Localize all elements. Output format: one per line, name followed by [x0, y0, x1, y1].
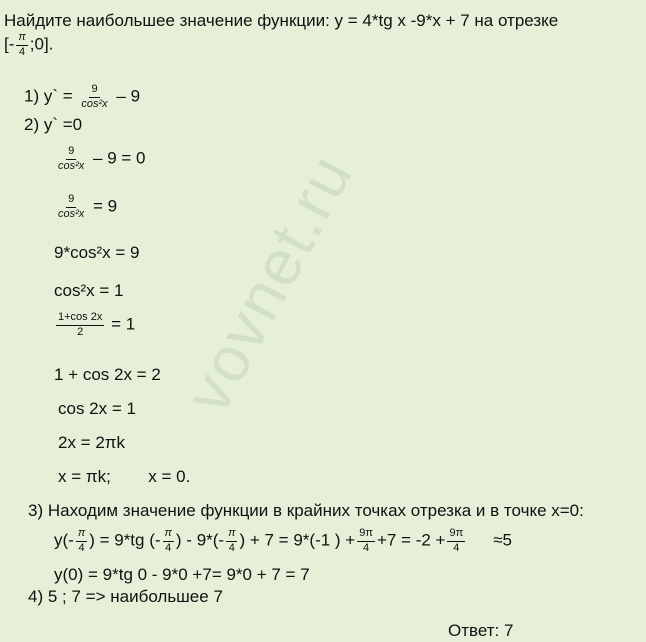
- step-number: 3): [28, 501, 44, 520]
- answer: Ответ: 7: [448, 621, 514, 640]
- derivative-rest: – 9: [116, 86, 141, 106]
- frac-den: 4: [165, 541, 172, 554]
- frac-num: π: [163, 528, 174, 542]
- equation-6: 1 + cos 2x = 2: [54, 365, 161, 384]
- equation-rest: = 1: [111, 314, 136, 334]
- step-number: 1): [24, 86, 40, 106]
- equation-3: 9*cos²x = 9: [54, 243, 140, 262]
- nine-pi-over-4: [447, 528, 465, 554]
- frac-num: 1+cos 2x: [56, 312, 104, 326]
- equation-4: cos²x = 1: [54, 281, 124, 300]
- step-number: 2): [24, 115, 40, 134]
- fraction: [79, 84, 109, 110]
- interval-open: [-: [4, 34, 15, 54]
- frac-den: cos²x: [81, 97, 108, 110]
- step-1: [24, 84, 140, 110]
- fraction: [56, 312, 104, 338]
- equation-9: [58, 468, 190, 485]
- equation-7: cos 2x = 1: [58, 399, 136, 418]
- equation-1: [54, 146, 145, 172]
- frac-den: cos²x: [58, 207, 85, 220]
- frac-num: 9: [66, 146, 76, 160]
- task-interval: [4, 32, 53, 58]
- frac-den: 4: [453, 541, 460, 554]
- frac-den: 4: [19, 45, 26, 58]
- step-4: [28, 588, 223, 605]
- expr-part: y(-: [54, 530, 74, 550]
- nine-pi-over-4: [357, 528, 375, 554]
- equation-8: 2x = 2πk: [58, 433, 126, 452]
- expr-part: ) - 9*(-: [175, 530, 225, 550]
- expr-part: +7 = -2 +: [376, 530, 446, 550]
- frac-num: 9: [66, 194, 76, 208]
- step-2: [24, 116, 82, 133]
- pi-over-4: [16, 32, 27, 58]
- frac-den: 4: [78, 541, 85, 554]
- approx-value: ≈5: [493, 530, 512, 550]
- frac-den: cos²x: [58, 159, 85, 172]
- function-value-zero: y(0) = 9*tg 0 - 9*0 +7= 9*0 + 7 = 7: [54, 565, 310, 584]
- derivative-lhs: y` =: [43, 86, 73, 106]
- function-value-line: [54, 528, 512, 554]
- frac-num: π: [16, 32, 27, 46]
- equation-2: [54, 194, 117, 220]
- equation-rest: – 9 = 0: [93, 148, 146, 168]
- frac-den: 2: [77, 325, 84, 338]
- step-text: Находим значение функции в крайних точках отрезка и в точке x=0:: [47, 501, 584, 520]
- expr-part: ) = 9*tg (-: [89, 530, 161, 550]
- frac-num: 9: [89, 84, 99, 98]
- pi-over-4: [76, 528, 87, 554]
- particular-solution: x = 0.: [148, 467, 191, 486]
- fraction: [56, 194, 86, 220]
- frac-num: 9π: [447, 528, 465, 542]
- watermark: vovnet.ru: [170, 142, 367, 425]
- step-3: [28, 502, 584, 519]
- fraction: [56, 146, 86, 172]
- frac-num: 9π: [357, 528, 375, 542]
- step-number: 4): [28, 587, 44, 606]
- step-text: y` =0: [43, 115, 83, 134]
- equation-5: [54, 312, 135, 338]
- frac-num: π: [76, 528, 87, 542]
- frac-num: π: [226, 528, 237, 542]
- step-text: 5 ; 7 => наибольшее 7: [47, 587, 223, 606]
- task-line: Найдите наибольшее значение функции: y = 4*tg x -9*x + 7 на отрезке: [4, 11, 559, 30]
- expr-part: ) + 7 = 9*(-1 ) +: [239, 530, 356, 550]
- equation-rest: = 9: [93, 196, 118, 216]
- pi-over-4: [226, 528, 237, 554]
- general-solution: x = πk;: [58, 467, 111, 486]
- frac-den: 4: [363, 541, 370, 554]
- pi-over-4: [163, 528, 174, 554]
- frac-den: 4: [228, 541, 235, 554]
- interval-close: ;0].: [29, 34, 54, 54]
